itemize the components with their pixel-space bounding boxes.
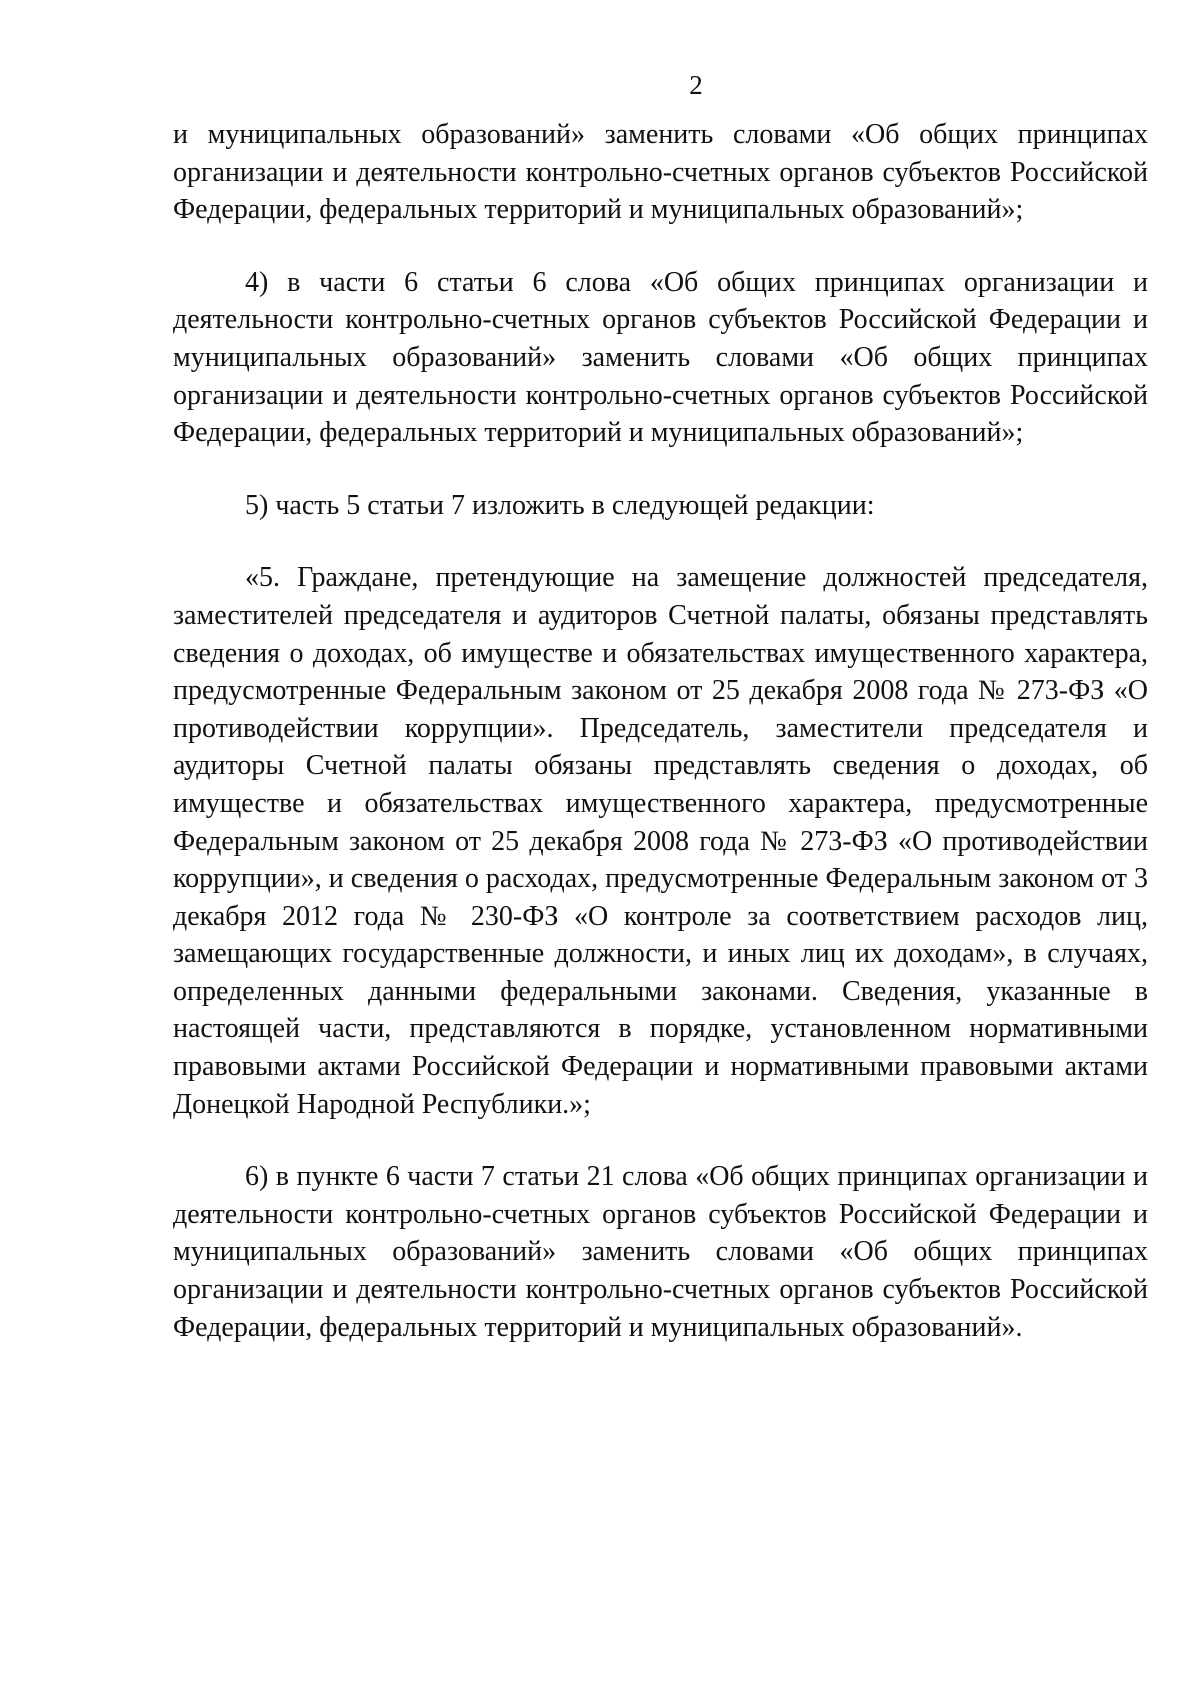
paragraph-continuation: и муниципальных образований» заменить словами «Об общих принципах организации и деятельности контрольно-счетных органов субъектов Российской Федерации, федеральных территорий и муниципальных образований»; <box>173 119 1148 226</box>
page-number: 2 <box>689 70 703 100</box>
paragraph-item-4: 4) в части 6 статьи 6 слова «Об общих принципах организации и деятельности контрольно-счетных органов субъектов Российской Федерации и муниципальных образований» заменить словами «Об общих принципах организации и деятельности контрольно-счетных органов субъектов Российской Федерации, федеральных территорий и муниципальных образований»; <box>173 266 1148 449</box>
paragraph-item-5: 5) часть 5 статьи 7 изложить в следующей редакции: <box>245 489 875 521</box>
document-body <box>173 116 1148 1346</box>
paragraph-item-6: 6) в пункте 6 части 7 статьи 21 слова «Об общих принципах организации и деятельности контрольно-счетных органов субъектов Российской Федерации и муниципальных образований» заменить словами «Об общих принципах организации и деятельности контрольно-счетных органов субъектов Российской Федерации, федеральных территорий и муниципальных образований». <box>173 1161 1148 1343</box>
paragraph-quoted-part-5: «5. Граждане, претендующие на замещение должностей председателя, заместителей председателя и аудиторов Счетной палаты, обязаны представлять сведения о доходах, об имуществе и обязательствах имущественного характера, предусмотренные Федеральным законом от 25 декабря 2008 года № 273-ФЗ «О противодействии коррупции». Председатель, заместители председателя и аудиторы Счетной палаты обязаны представлять сведения о доходах, об имуществе и обязательствах имущественного характера, предусмотренные Федеральным законом от 25 декабря 2008 года № 273-ФЗ «О противодействии коррупции», и сведения о расходах, предусмотренные Федеральным законом от 3 декабря 2012 года № 230-ФЗ «О контроле за соответствием расходов лиц, замещающих государственные должности, и иных лиц их доходам», в случаях, определенных данными федеральными законами. Сведения, указанные в настоящей части, представляются в порядке, установленном нормативными правовыми актами Российской Федерации и нормативными правовыми актами Донецкой Народной Республики.»; <box>173 562 1148 1120</box>
